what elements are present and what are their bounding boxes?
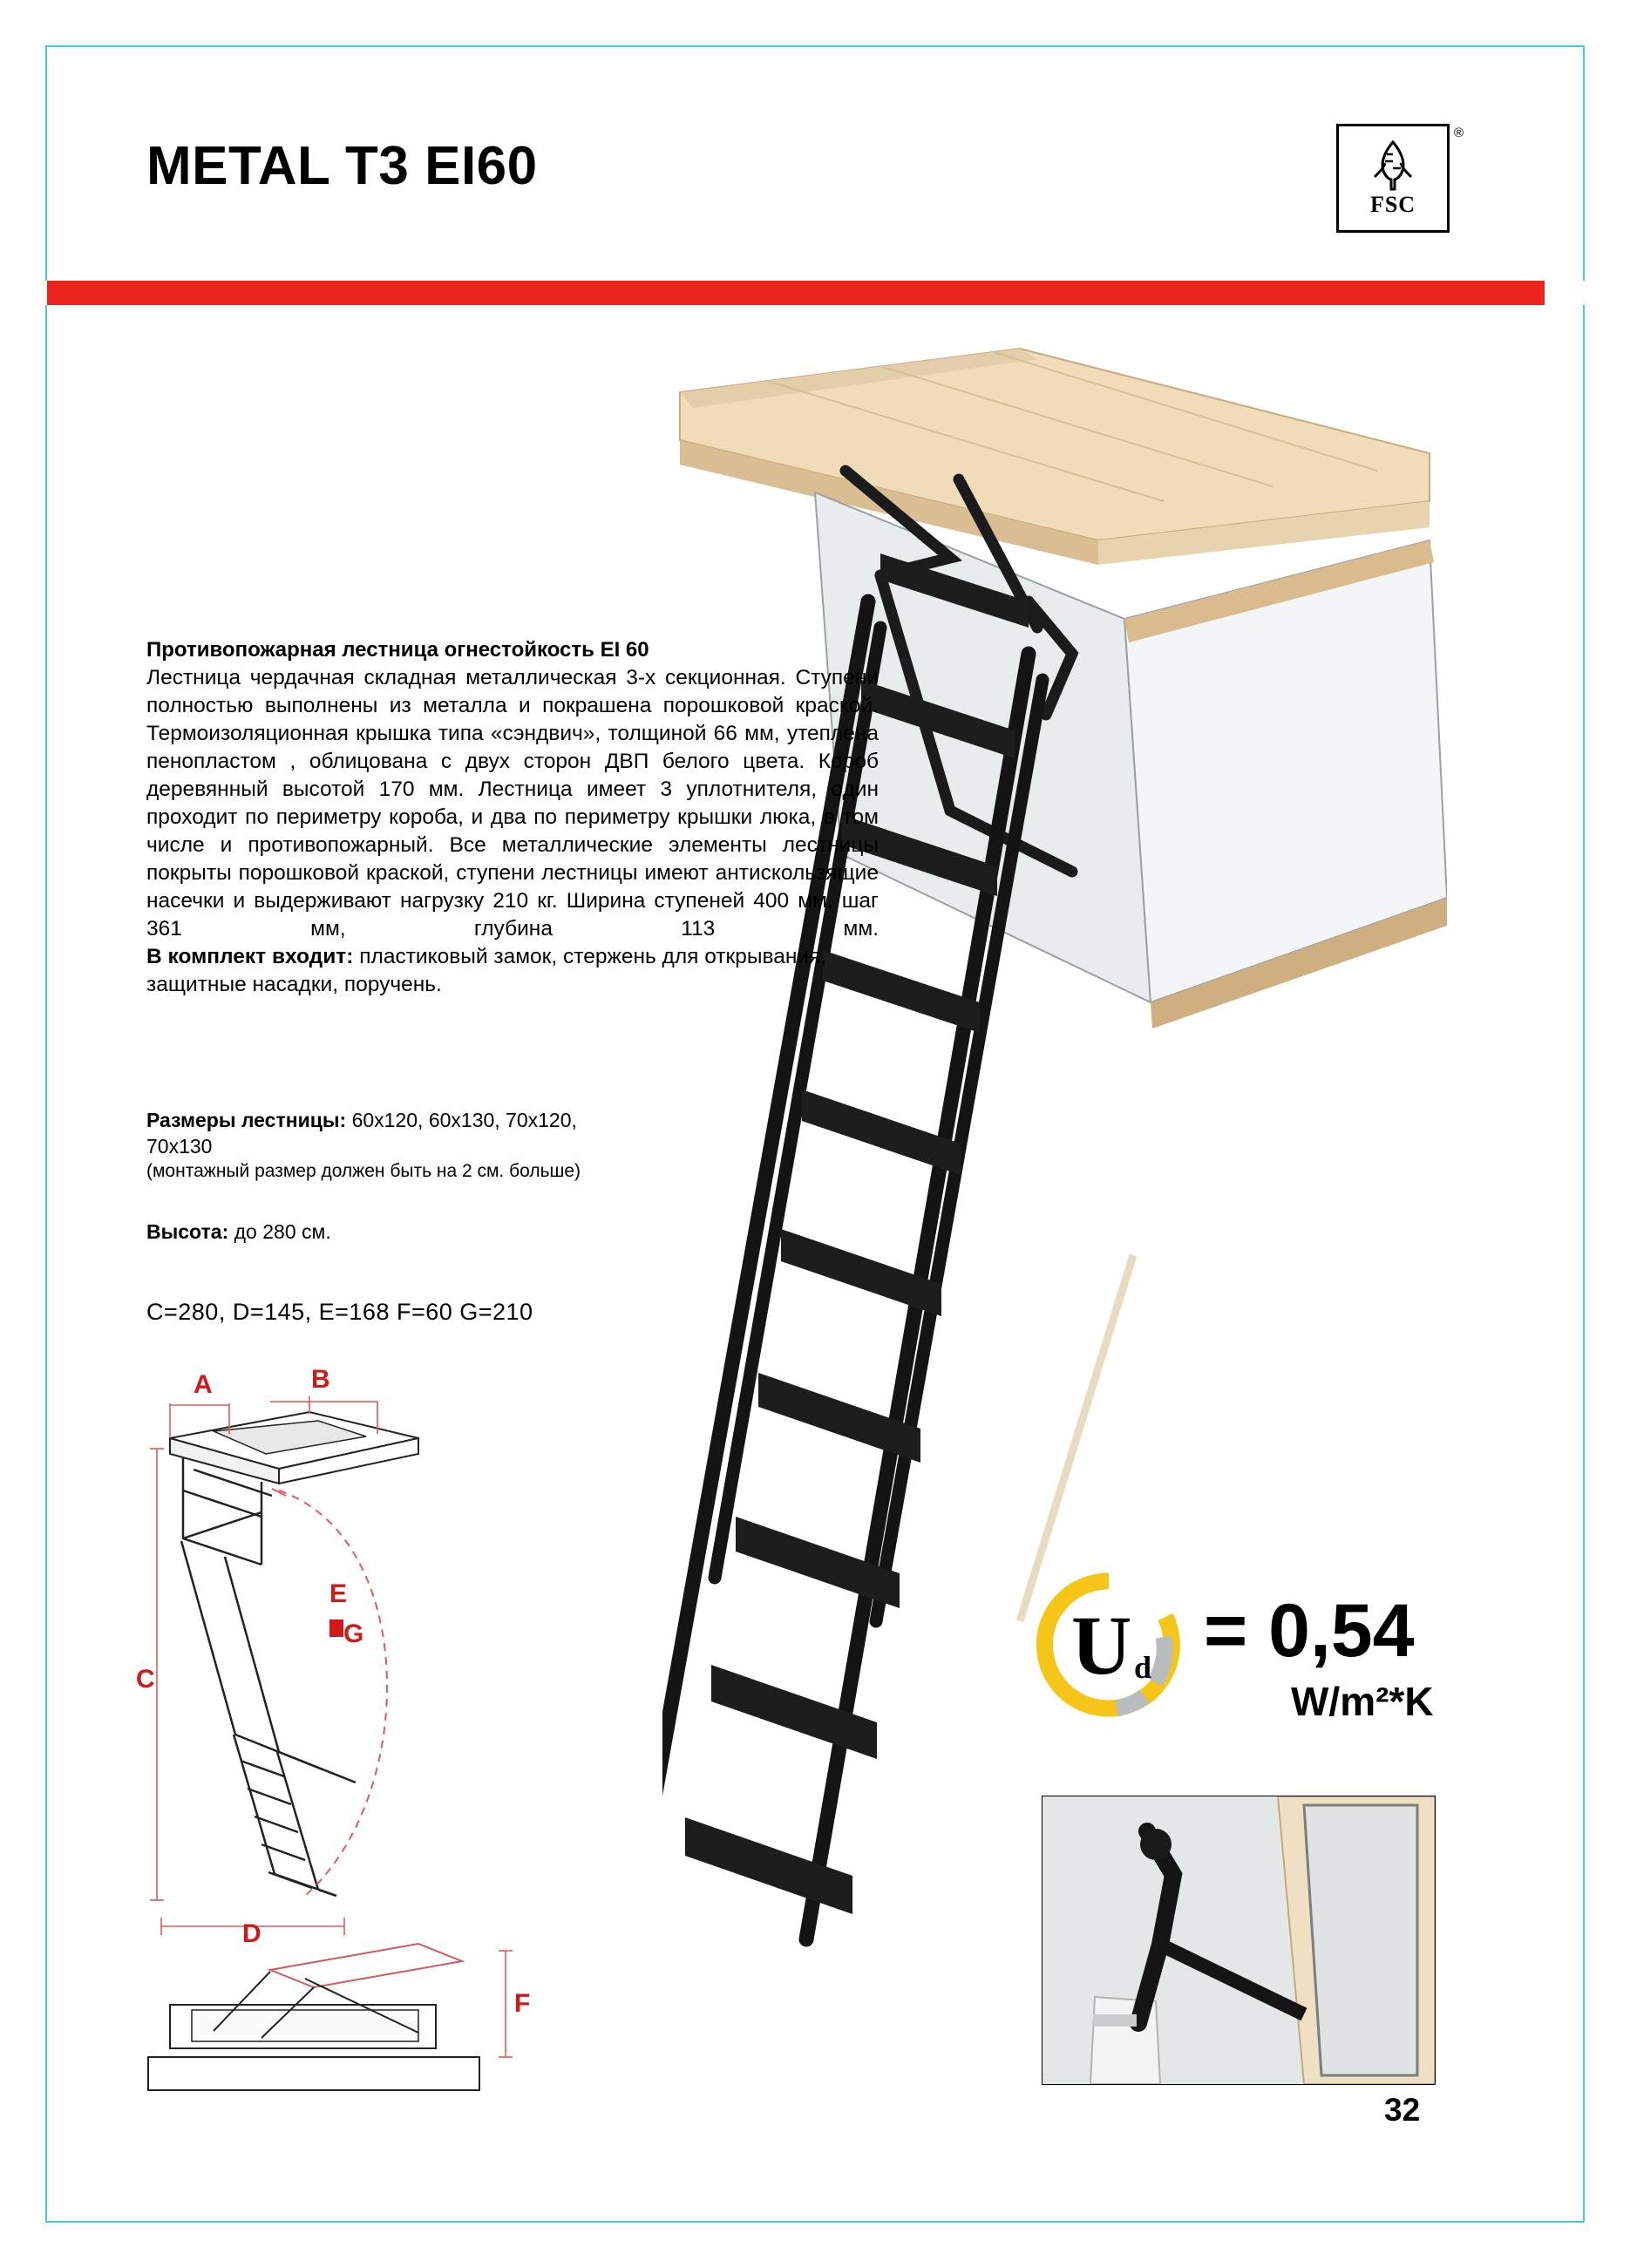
sizes-block [146, 1107, 600, 1183]
dim-label-f: F [514, 1989, 531, 2018]
page-number: 32 [1384, 2092, 1421, 2128]
description-heading: Противопожарная лестница огнестойкость EI 60 [146, 638, 649, 662]
sizes-values: 60х120, 60х130, 70х120, 70х130 [146, 1109, 577, 1158]
height-value: до 280 см. [234, 1220, 331, 1243]
description-paragraph: Лестница чердачная складная металлическая 3-х секционная. Ступени полностью выполнены из металла и покрашена порошковой краской. Термоизоляционная крышка типа «сэндвич», толщиной 66 мм, утеплена пенопластом , облицована с двух сторон ДВП белого цвета. Короб деревянный высотой 170 мм. Лестница имеет 3 уплотнителя, один проходит по периметру короба, и два по периметру крышки люка, в том числе и противопожарный. Все металлические элементы лестницы покрыты порошковой краской, ступени лестницы имеют антискользящие насечки и выдерживают нагрузку 210 кг. Ширина ступеней 400 мм, шаг 361 мм, глубина 113 мм. [146, 666, 879, 940]
dim-label-a: A [194, 1370, 213, 1399]
dimension-code: C=280, D=145, E=168 F=60 G=210 [146, 1299, 533, 1325]
u-symbol: U [1071, 1599, 1132, 1692]
dim-label-e: E [329, 1579, 348, 1608]
load-marker-icon [329, 1620, 343, 1637]
dim-label-d: D [242, 1919, 261, 1948]
accent-bar-gap-left [31, 281, 47, 305]
registered-mark: ® [1454, 126, 1464, 140]
kit-text: пластиковый замок, стержень для открывания, защитные насадки, поручень. [146, 945, 827, 996]
u-equals-value: = 0,54 [1204, 1589, 1415, 1673]
dim-label-g: G [343, 1620, 364, 1648]
u-value-badge [1033, 1569, 1443, 1743]
u-subscript: d [1134, 1650, 1152, 1685]
page-title: METAL T3 EI60 [146, 136, 538, 196]
kit-line [146, 943, 879, 999]
fsc-logo-badge [1336, 124, 1450, 233]
kit-label: В комплект входит: [146, 945, 354, 968]
accent-bar-gap-right [1545, 281, 1599, 305]
product-photo-main [662, 340, 1447, 2040]
dim-label-c: C [136, 1665, 155, 1694]
technical-drawing [131, 1365, 584, 2101]
u-units: W/m²*K [1291, 1679, 1434, 1724]
sizes-label: Размеры лестницы: [146, 1109, 347, 1131]
dim-label-b: B [311, 1365, 330, 1394]
accent-bar [31, 281, 1599, 305]
sizes-note: (монтажный размер должен быть на 2 см. больше) [146, 1161, 581, 1181]
description-block [146, 636, 879, 999]
height-block [146, 1220, 600, 1244]
tree-icon [1368, 139, 1418, 193]
product-photo-detail [1042, 1796, 1436, 2085]
height-label: Высота: [146, 1220, 229, 1243]
fsc-label: FSC [1369, 192, 1416, 217]
page-header [77, 113, 1550, 244]
